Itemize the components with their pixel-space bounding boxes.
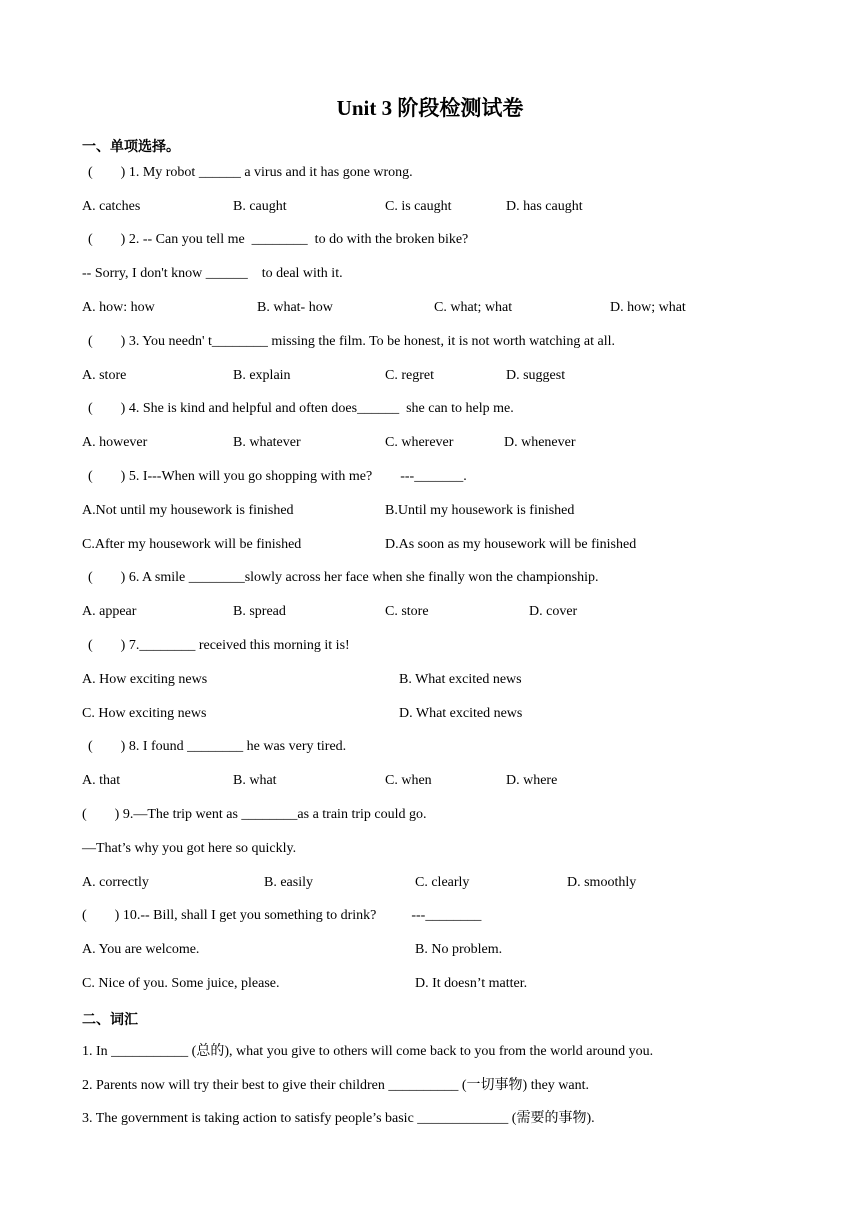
question-10-option-a: A. You are welcome. bbox=[82, 942, 200, 957]
question-5-stem: ( ) 5. I---When will you go shopping with me? ---_______. bbox=[88, 469, 467, 484]
question-5-option-d: D.As soon as my housework will be finished bbox=[385, 537, 637, 552]
question-1-option-a: A. catches bbox=[82, 199, 141, 214]
question-8-stem: ( ) 8. I found ________ he was very tired. bbox=[88, 739, 347, 754]
question-9-stem-reply: —That’s why you got here so quickly. bbox=[82, 841, 297, 856]
question-1-stem: ( ) 1. My robot ______ a virus and it has gone wrong. bbox=[88, 165, 413, 180]
question-4-option-a: A. however bbox=[82, 435, 148, 450]
question-4-option-b: B. whatever bbox=[233, 435, 301, 450]
question-7-option-d: D. What excited news bbox=[399, 706, 523, 721]
question-8-option-a: A. that bbox=[82, 773, 121, 788]
vocab-item-1: 1. In ___________ (总的), what you give to others will come back to you from the world around you. bbox=[82, 1044, 654, 1059]
page-title: Unit 3 阶段检测试卷 bbox=[336, 96, 524, 120]
question-5-option-b: B.Until my housework is finished bbox=[385, 503, 575, 518]
question-5-option-c: C.After my housework will be finished bbox=[82, 537, 302, 552]
question-4-stem: ( ) 4. She is kind and helpful and often does______ she can to help me. bbox=[88, 401, 514, 416]
question-2-option-d: D. how; what bbox=[610, 300, 686, 315]
question-1-option-d: D. has caught bbox=[506, 199, 583, 214]
question-1-option-c: C. is caught bbox=[385, 199, 452, 214]
question-6-option-a: A. appear bbox=[82, 604, 137, 619]
question-2-option-c: C. what; what bbox=[434, 300, 513, 315]
question-3-stem: ( ) 3. You needn' t________ missing the film. To be honest, it is not worth watching at all. bbox=[88, 334, 616, 349]
question-6-option-d: D. cover bbox=[529, 604, 578, 619]
question-2-stem: ( ) 2. -- Can you tell me ________ to do with the broken bike? bbox=[88, 232, 469, 247]
question-2-option-b: B. what- how bbox=[257, 300, 333, 315]
vocab-item-3: 3. The government is taking action to satisfy people’s basic _____________ (需要的事物). bbox=[82, 1111, 595, 1126]
question-6-stem: ( ) 6. A smile ________slowly across her face when she finally won the championship. bbox=[88, 570, 599, 585]
question-7-option-a: A. How exciting news bbox=[82, 672, 208, 687]
vocab-item-2: 2. Parents now will try their best to give their children __________ (一切事物) they want. bbox=[82, 1078, 590, 1093]
question-10-stem: ( ) 10.-- Bill, shall I get you something to drink? ---________ bbox=[82, 908, 482, 923]
question-3-option-a: A. store bbox=[82, 368, 127, 383]
question-3-option-b: B. explain bbox=[233, 368, 291, 383]
question-6-option-c: C. store bbox=[385, 604, 429, 619]
question-9-option-d: D. smoothly bbox=[567, 875, 637, 890]
question-9-option-a: A. correctly bbox=[82, 875, 149, 890]
question-6-option-b: B. spread bbox=[233, 604, 286, 619]
question-9-option-b: B. easily bbox=[264, 875, 313, 890]
question-5-option-a: A.Not until my housework is finished bbox=[82, 503, 294, 518]
question-9-stem: ( ) 9.—The trip went as ________as a train trip could go. bbox=[82, 807, 427, 822]
question-7-stem: ( ) 7.________ received this morning it is! bbox=[88, 638, 350, 653]
question-3-option-c: C. regret bbox=[385, 368, 434, 383]
section-heading-vocabulary: 二、词汇 bbox=[82, 1012, 138, 1028]
question-4-option-d: D. whenever bbox=[504, 435, 576, 450]
question-9-option-c: C. clearly bbox=[415, 875, 470, 890]
question-7-option-c: C. How exciting news bbox=[82, 706, 207, 721]
question-8-option-b: B. what bbox=[233, 773, 277, 788]
question-1-option-b: B. caught bbox=[233, 199, 287, 214]
question-8-option-c: C. when bbox=[385, 773, 432, 788]
section-heading-multiple-choice: 一、单项选择。 bbox=[82, 139, 180, 155]
question-10-option-c: C. Nice of you. Some juice, please. bbox=[82, 976, 280, 991]
question-10-option-d: D. It doesn’t matter. bbox=[415, 976, 528, 991]
question-10-option-b: B. No problem. bbox=[415, 942, 503, 957]
question-2-option-a: A. how: how bbox=[82, 300, 155, 315]
question-3-option-d: D. suggest bbox=[506, 368, 566, 383]
question-2-stem-reply: -- Sorry, I don't know ______ to deal with it. bbox=[82, 266, 343, 281]
question-8-option-d: D. where bbox=[506, 773, 558, 788]
question-7-option-b: B. What excited news bbox=[399, 672, 522, 687]
question-4-option-c: C. wherever bbox=[385, 435, 454, 450]
